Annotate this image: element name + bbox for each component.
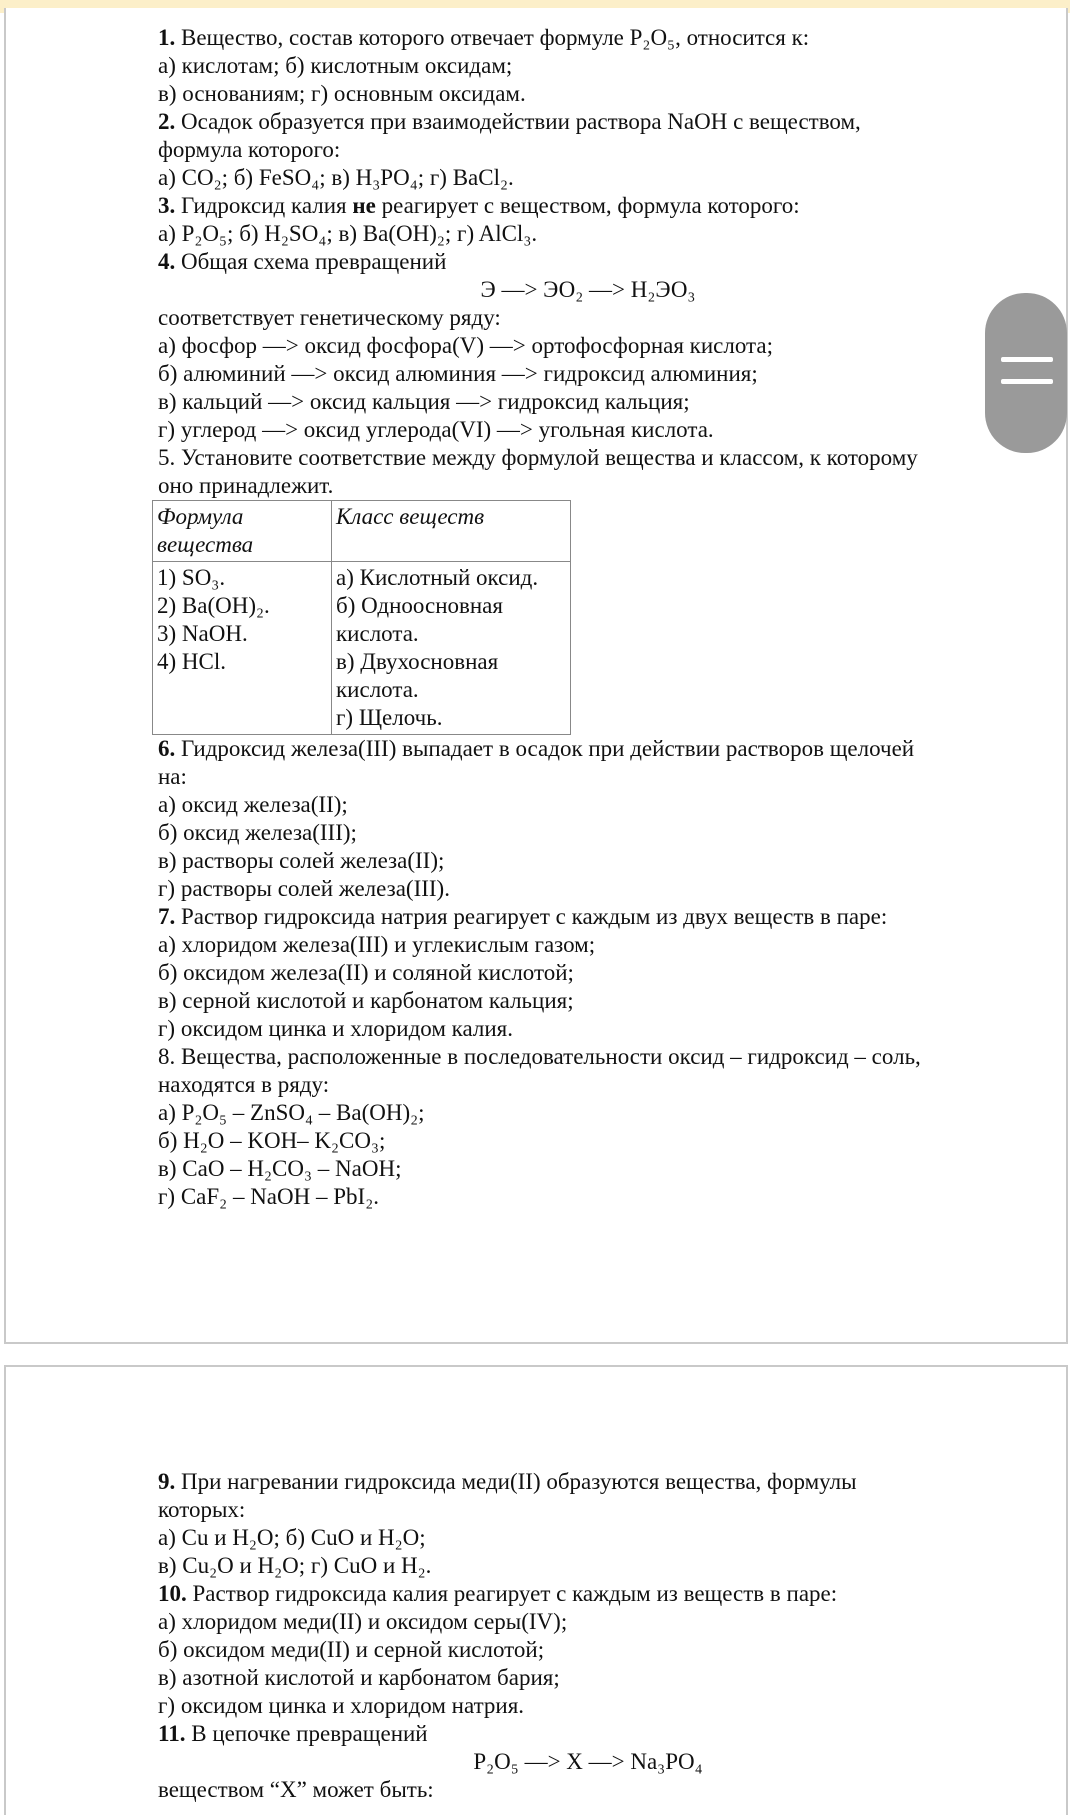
class-item: а) Кислотный оксид. xyxy=(336,565,539,590)
page-2-text xyxy=(158,1468,1018,1804)
q8-option-a: а) P₂O₅ – ZnSO₄ – Ba(OH)₂; xyxy=(158,1100,425,1125)
q4-option-a: а) фосфор —> оксид фосфора(V) —> ортофосфорная кислота; xyxy=(158,333,773,358)
document-page-1 xyxy=(4,8,1068,1344)
q10-option-d: г) оксидом цинка и хлоридом натрия. xyxy=(158,1693,525,1718)
q8-text: 8. Вещества, расположенные в последовательности оксид – гидроксид – соль, xyxy=(158,1044,921,1069)
q7-option-b: б) оксидом железа(II) и соляной кислотой; xyxy=(158,960,574,985)
q5-text: 5. Установите соответствие между формулой вещества и классом, к которому xyxy=(158,445,918,470)
q4-option-c: в) кальций —> оксид кальция —> гидроксид кальция; xyxy=(158,389,690,414)
q7-option-d: г) оксидом цинка и хлоридом калия. xyxy=(158,1016,514,1041)
formula-cell xyxy=(153,562,332,735)
q4-option-b: б) алюминий —> оксид алюминия —> гидроксид алюминия; xyxy=(158,361,758,386)
q3-text: 3. Гидроксид калия не реагирует с веществом, формула которого: xyxy=(158,193,800,218)
q2-options: а) CO₂; б) FeSO₄; в) H₃PO₄; г) BaCl₂. xyxy=(158,165,514,190)
q5-match-table xyxy=(152,500,571,735)
page-1-text xyxy=(158,24,1018,1211)
formula-item: 3) NaOH. xyxy=(157,621,248,646)
q2-text: 2. Осадок образуется при взаимодействии раствора NaOH с веществом, xyxy=(158,109,861,134)
q2-text-2: формула которого: xyxy=(158,137,341,162)
formula-item: 4) HCl. xyxy=(157,649,226,674)
formula-item: 2) Ba(OH)₂. xyxy=(157,593,270,618)
q9-options-1: а) Cu и H₂O; б) CuO и H₂O; xyxy=(158,1525,426,1550)
q7-option-c: в) серной кислотой и карбонатом кальция; xyxy=(158,988,574,1013)
q6-option-c: в) растворы солей железа(II); xyxy=(158,848,445,873)
formula-item: 1) SO₃. xyxy=(157,565,226,590)
q10-option-b: б) оксидом меди(II) и серной кислотой; xyxy=(158,1637,545,1662)
q4-scheme: Э —> ЭО₂ —> H₂ЭО₃ xyxy=(480,277,696,302)
q9-text-2: которых: xyxy=(158,1497,246,1522)
class-item: б) Одноосновная кислота. xyxy=(336,593,503,646)
q10-text: 10. Раствор гидроксида калия реагирует с каждым из веществ в паре: xyxy=(158,1581,838,1606)
q8-text-2: находятся в ряду: xyxy=(158,1072,330,1097)
q6-text-2: на: xyxy=(158,764,187,789)
q4-text: 4. Общая схема превращений xyxy=(158,249,447,274)
table-header-formula: Формула вещества xyxy=(153,501,332,562)
q9-text: 9. При нагревании гидроксида меди(II) образуются вещества, формулы xyxy=(158,1469,857,1494)
q6-option-b: б) оксид железа(III); xyxy=(158,820,357,845)
table-header-class: Класс веществ xyxy=(332,501,571,562)
q7-text: 7. Раствор гидроксида натрия реагирует с каждым из двух веществ в паре: xyxy=(158,904,888,929)
q10-option-c: в) азотной кислотой и карбонатом бария; xyxy=(158,1665,560,1690)
q3-options: а) P₂O₅; б) H₂SO₄; в) Ba(OH)₂; г) AlCl₃. xyxy=(158,221,538,246)
q8-option-c: в) CaO – H₂CO₃ – NaOH; xyxy=(158,1156,402,1181)
q4-option-d: г) углерод —> оксид углерода(VI) —> угольная кислота. xyxy=(158,417,714,442)
q6-option-d: г) растворы солей железа(III). xyxy=(158,876,450,901)
q1-options-2: в) основаниям; г) основным оксидам. xyxy=(158,81,526,106)
q11-text-2: веществом “X” может быть: xyxy=(158,1777,434,1802)
document-page-2 xyxy=(4,1365,1068,1815)
q10-option-a: а) хлоридом меди(II) и оксидом серы(IV); xyxy=(158,1609,568,1634)
q8-option-d: г) CaF₂ – NaOH – PbI₂. xyxy=(158,1184,379,1209)
q6-text: 6. Гидроксид железа(III) выпадает в осадок при действии растворов щелочей xyxy=(158,736,915,761)
q11-scheme: P₂O₅ —> X —> Na₃PO₄ xyxy=(473,1749,703,1774)
class-cell xyxy=(332,562,571,735)
class-item: в) Двухосновная кислота. xyxy=(336,649,499,702)
q9-options-2: в) Cu₂O и H₂O; г) CuO и H₂. xyxy=(158,1553,432,1578)
q6-option-a: а) оксид железа(II); xyxy=(158,792,348,817)
q1-text: 1. Вещество, состав которого отвечает формуле P₂O₅, относится к: xyxy=(158,25,810,50)
q11-text: 11. В цепочке превращений xyxy=(158,1721,428,1746)
q1-options-1: а) кислотам; б) кислотным оксидам; xyxy=(158,53,513,78)
q4-text-2: соответствует генетическому ряду: xyxy=(158,305,501,330)
q5-text-2: оно принадлежит. xyxy=(158,473,334,498)
class-item: г) Щелочь. xyxy=(336,705,443,730)
scroll-handle[interactable] xyxy=(985,293,1067,453)
q7-option-a: а) хлоридом железа(III) и углекислым газом; xyxy=(158,932,596,957)
q8-option-b: б) H₂O – KOH– K₂CO₃; xyxy=(158,1128,386,1153)
